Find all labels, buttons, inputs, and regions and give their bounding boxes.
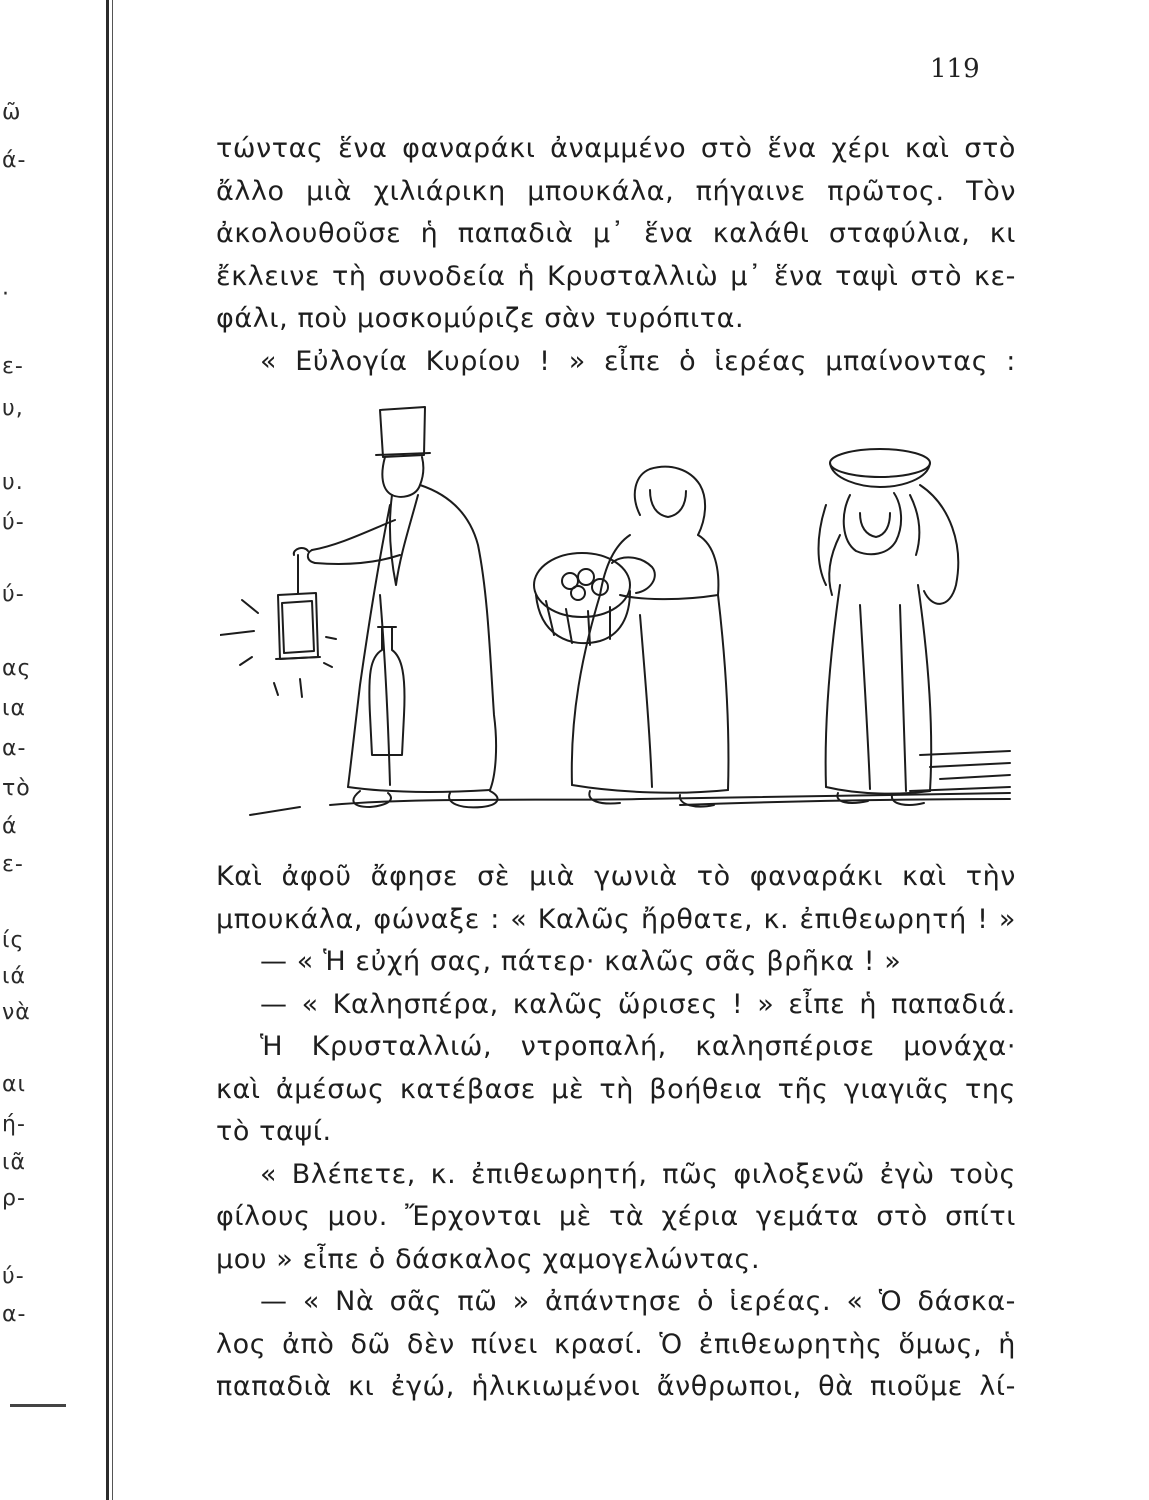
binding-edge (106, 0, 109, 1500)
margin-fragment: ρ- (2, 1186, 26, 1211)
text-line: τώντας ἕνα φαναράκι ἀναμμένο στὸ ἕνα χέρι καὶ στὸ (216, 133, 1016, 164)
top-paragraph (216, 128, 1016, 383)
ground-line (250, 751, 1010, 815)
margin-fragment: ῶ (2, 100, 22, 125)
margin-fragment: υ, (2, 396, 24, 421)
text-line: — « Νὰ σᾶς πῶ » ἀπάντησε ὁ ἱερέας. « Ὁ δάσκα- (260, 1286, 1016, 1317)
illustration (220, 395, 1020, 835)
text-line: καὶ ἀμέσως κατέβασε μὲ τὴ βοήθεια τῆς γιαγιᾶς της (216, 1073, 1016, 1105)
text-line: ἔκλεινε τὴ συνοδεία ἡ Κρυσταλλιὼ μ᾽ ἕνα ταψὶ στὸ κε- (216, 260, 1016, 292)
margin-fragment: α- (2, 1302, 27, 1327)
margin-fragment: ε- (2, 354, 24, 379)
text-line: « Βλέπετε, κ. ἐπιθεωρητή, πῶς φιλοξενῶ ἐγὼ τοὺς (260, 1158, 1016, 1190)
margin-fragment: ή- (2, 1112, 26, 1137)
illustration-drawing (220, 395, 1020, 835)
girl-figure (819, 449, 959, 805)
margin-fragment: α- (2, 736, 27, 761)
text-line: μου » εἶπε ὁ δάσκαλος χαμογελώντας. (216, 1243, 761, 1275)
margin-fragment: ύ- (2, 1264, 25, 1289)
text-line: ἀκολουθοῦσε ἡ παπαδιὰ μ᾽ ἕνα καλάθι σταφύλια, κι (216, 218, 1016, 249)
adjacent-page-margin (0, 0, 100, 1500)
text-line: μπουκάλα, φώναξε : « Καλῶς ἤρθατε, κ. ἐπιθεωρητή ! » (216, 903, 1016, 935)
margin-fragment: ιᾶ (2, 1150, 26, 1175)
margin-fragment: ια (2, 696, 26, 721)
margin-fragment: ύ- (2, 582, 25, 607)
text-line: φίλους μου. Ἔρχονται μὲ τὰ χέρια γεμάτα στὸ σπίτι (216, 1201, 1016, 1232)
margin-fragment: τὸ (2, 776, 31, 801)
text-line: Ἡ Κρυσταλλιώ, ντροπαλή, καλησπέρισε μονάχα· (260, 1031, 1016, 1062)
margin-fragment: ύ- (2, 510, 25, 535)
bottom-paragraphs (216, 856, 1016, 1409)
text-line: — « Καλησπέρα, καλῶς ὥρισες ! » εἶπε ἡ παπαδιά. (260, 988, 1016, 1020)
text-line: — « Ἡ εὐχή σας, πάτερ· καλῶς σᾶς βρῆκα ! » (260, 946, 902, 977)
page-number: 119 (930, 54, 980, 84)
text-line: ἄλλο μιὰ χιλιάρικη μπουκάλα, πήγαινε πρῶτος. Τὸν (216, 175, 1016, 207)
margin-fragment: ίς (2, 928, 25, 953)
text-line: « Εὐλογία Κυρίου ! » εἶπε ὁ ἱερέας μπαίνοντας : (260, 345, 1016, 377)
margin-fragment: υ. (2, 470, 24, 495)
margin-fragment: αι (2, 1072, 26, 1097)
wife-figure (534, 467, 728, 807)
binding-edge-shadow (112, 0, 113, 1500)
text-line: φάλι, ποὺ μοσκομύριζε σὰν τυρόπιτα. (216, 303, 745, 334)
text-line: Καὶ ἀφοῦ ἄφησε σὲ μιὰ γωνιὰ τὸ φαναράκι καὶ τὴν (216, 861, 1016, 892)
text-line: παπαδιὰ κι ἐγώ, ἡλικιωμένοι ἄνθρωποι, θὰ πιοῦμε λί- (216, 1371, 1016, 1402)
margin-fragment: ά- (2, 148, 27, 173)
margin-fragment: · (2, 282, 10, 307)
margin-fragment: ας (2, 656, 32, 681)
text-line: τὸ ταψί. (216, 1116, 332, 1147)
margin-fragment: ιά (2, 964, 26, 989)
margin-fragment: ε- (2, 852, 24, 877)
priest-figure (308, 407, 498, 807)
margin-smudge (10, 1404, 66, 1407)
lantern (220, 548, 336, 697)
margin-fragment: ά (2, 814, 18, 839)
margin-fragment: νὰ (2, 1000, 31, 1025)
text-line: λος ἀπὸ δῶ δὲν πίνει κρασί. Ὁ ἐπιθεωρητὴς ὅμως, ἡ (216, 1328, 1016, 1360)
